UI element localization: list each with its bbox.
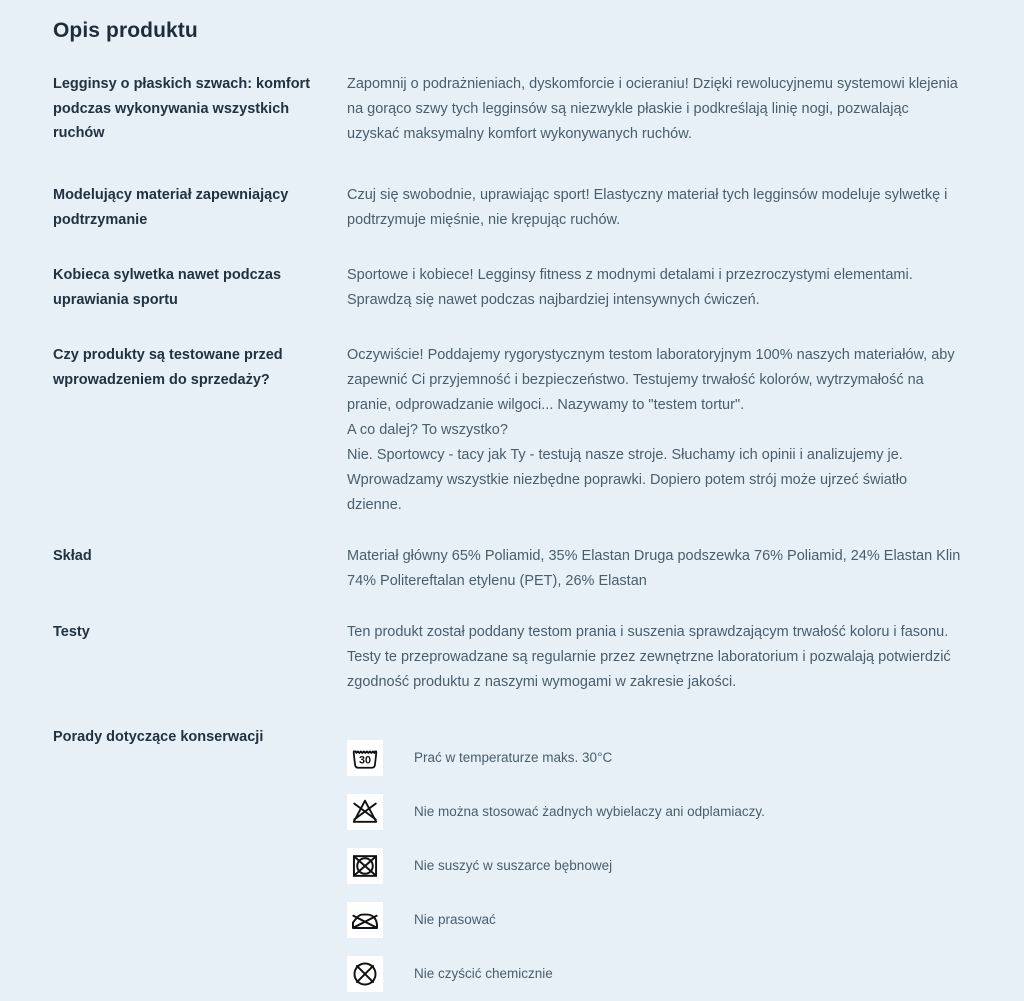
care-item <box>347 947 973 1001</box>
care-item-label: Nie można stosować żadnych wybielaczy ani odplamiaczy. <box>414 804 765 819</box>
no-iron-icon <box>347 902 383 938</box>
row-description-text-3: Nie. Sportowcy - tacy jak Ty - testują nasze stroje. Słuchamy ich opinii i analizujemy je. Wprowadzamy wszystkie niezbędne poprawki. Dopiero potem strój może ujrzeć światło dzienne. <box>347 447 908 513</box>
row-description-text: Czuj się swobodnie, uprawiając sport! Elastyczny materiał tych legginsów modeluje sylwetkę i podtrzymuje mięśnie, nie krępując ruchów. <box>347 187 948 228</box>
description-row-feminine-silhouette <box>53 263 973 313</box>
page-title: Opis produktu <box>53 19 198 42</box>
row-gap <box>53 594 973 620</box>
no-dry-clean-icon <box>347 956 383 992</box>
care-item-label: Nie prasować <box>414 912 496 927</box>
row-description-text-2: A co dalej? To wszystko? <box>347 422 508 438</box>
description-row-product-testing <box>53 343 973 518</box>
row-description <box>347 620 962 695</box>
care-item <box>347 839 973 893</box>
row-gap <box>53 233 973 263</box>
care-item-label: Prać w temperaturze maks. 30°C <box>414 750 613 765</box>
description-row-shaping-fabric <box>53 183 973 233</box>
svg-text:30: 30 <box>359 754 371 767</box>
row-description <box>347 343 962 518</box>
row-description <box>347 263 962 313</box>
row-description-text: Ten produkt został poddany testom prania i suszenia sprawdzającym trwałość koloru i fasonu. Testy te przeprowadzane są regularnie przez zewnętrzne laboratorium i pozwalają potwierdzić zgodność produktu z naszymi wymogami w zakresie jakości. <box>347 624 951 690</box>
row-gap <box>53 147 973 183</box>
row-description <box>347 72 962 147</box>
row-term: Legginsy o płaskich szwach: komfort podczas wykonywania wszystkich ruchów <box>53 76 311 141</box>
care-instructions-title: Porady dotyczące konserwacji <box>53 729 264 745</box>
row-gap <box>53 313 973 343</box>
row-description-text: Zapomnij o podrażnieniach, dyskomforcie i ocieraniu! Dzięki rewolucyjnemu systemowi klejenia na gorąco szwy tych legginsów są niezwykle płaskie i podkreślają linię nogi, pozwalając uzyskać maksymalny komfort wykonywanych ruchów. <box>347 76 958 142</box>
care-item <box>347 731 973 785</box>
care-item-label: Nie czyścić chemicznie <box>414 966 553 981</box>
row-term: Testy <box>53 624 90 640</box>
description-row-flat-seams <box>53 72 973 147</box>
description-rows <box>53 72 973 1001</box>
description-row-composition <box>53 544 973 594</box>
no-tumble-dry-icon <box>347 848 383 884</box>
row-gap <box>53 695 973 725</box>
care-item <box>347 785 973 839</box>
care-instructions-list <box>347 725 973 1001</box>
care-instructions-row <box>53 725 973 1001</box>
row-description-text: Sportowe i kobiece! Legginsy fitness z modnymi detalami i przezroczystymi elementami. Sprawdzą się nawet podczas najbardziej intensywnych ćwiczeń. <box>347 267 913 308</box>
row-gap <box>53 518 973 544</box>
row-description-text: Oczywiście! Poddajemy rygorystycznym testom laboratoryjnym 100% naszych materiałów, aby zapewnić Ci przyjemność i bezpieczeństwo. Testujemy trwałość kolorów, wytrzymałość na pranie, odprowadzanie wilgoci... Nazywamy to "testem tortur". <box>347 347 955 413</box>
no-bleach-icon <box>347 794 383 830</box>
row-term: Skład <box>53 548 92 564</box>
care-item-label: Nie suszyć w suszarce bębnowej <box>414 858 613 873</box>
row-term: Czy produkty są testowane przed wprowadzeniem do sprzedaży? <box>53 347 283 388</box>
row-description-text: Materiał główny 65% Poliamid, 35% Elastan Druga podszewka 76% Poliamid, 24% Elastan Klin 74% Politereftalan etylenu (PET), 26% Elastan <box>347 548 961 589</box>
row-description <box>347 544 962 594</box>
care-item <box>347 893 973 947</box>
row-term: Modelujący materiał zapewniający podtrzymanie <box>53 187 289 228</box>
description-row-tests <box>53 620 973 695</box>
row-term: Kobieca sylwetka nawet podczas uprawiania sportu <box>53 267 282 308</box>
wash-30-icon <box>347 740 383 776</box>
row-description <box>347 183 962 233</box>
